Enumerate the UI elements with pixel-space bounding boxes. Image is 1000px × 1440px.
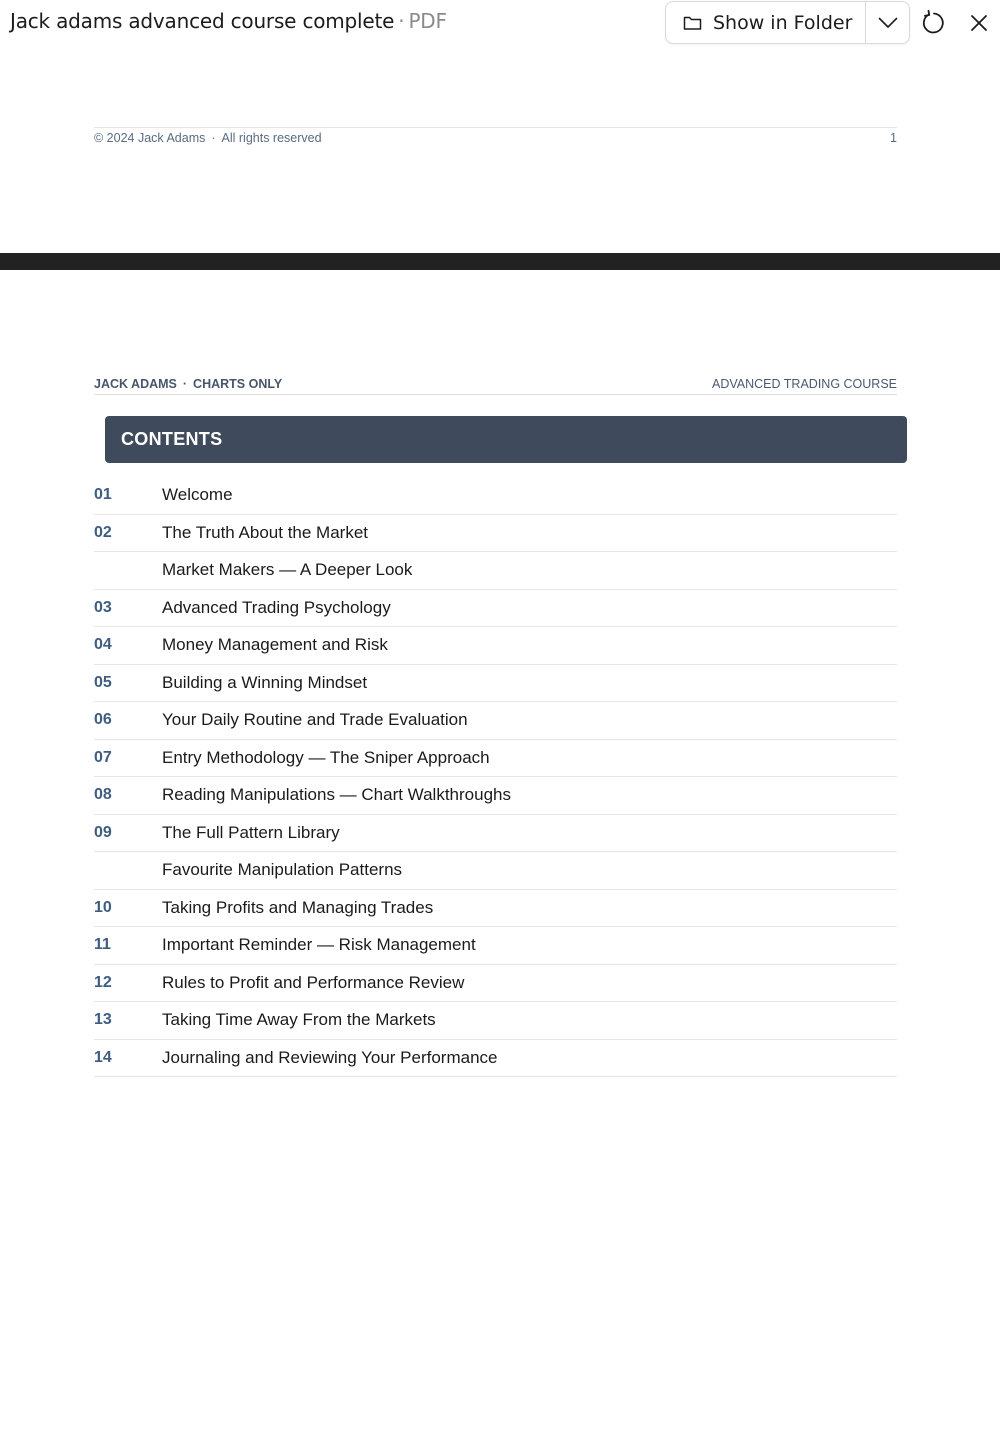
toc-title: The Truth About the Market <box>162 522 369 542</box>
rotate-button[interactable] <box>919 8 949 38</box>
toc-title: Your Daily Routine and Trade Evaluation <box>162 710 468 730</box>
header-author: JACK ADAMS <box>94 377 177 391</box>
header-left <box>94 377 282 391</box>
show-in-folder-dropdown[interactable] <box>865 2 909 43</box>
toc-title: Favourite Manipulation Patterns <box>162 860 403 880</box>
toc-row[interactable] <box>94 627 897 665</box>
folder-icon <box>683 15 702 31</box>
toc-number: 01 <box>94 486 112 504</box>
toc-row[interactable] <box>94 590 897 628</box>
footer-copyright-text: © 2024 Jack Adams <box>94 131 206 145</box>
toc-row[interactable] <box>94 515 897 553</box>
page-2-header <box>94 377 897 395</box>
toc-title: Building a Winning Mindset <box>162 672 368 692</box>
toc-number: 12 <box>94 973 112 991</box>
toc-title: Money Management and Risk <box>162 635 388 655</box>
toc-title: Advanced Trading Psychology <box>162 597 391 617</box>
show-in-folder-button[interactable] <box>666 2 865 43</box>
toc-number: 14 <box>94 1048 112 1066</box>
toc-row[interactable] <box>94 702 897 740</box>
toc-title: Taking Time Away From the Markets <box>162 1010 436 1030</box>
toc-row[interactable] <box>94 665 897 703</box>
header-separator: · <box>182 377 188 391</box>
toc-number: 06 <box>94 711 112 729</box>
contents-title: CONTENTS <box>121 429 223 449</box>
toc-title: The Full Pattern Library <box>162 822 340 842</box>
toc-row[interactable] <box>94 852 897 890</box>
toc-title: Welcome <box>162 485 233 505</box>
toc-title: Entry Methodology — The Sniper Approach <box>162 747 490 767</box>
toc-title: Important Reminder — Risk Management <box>162 935 476 955</box>
header-tag: CHARTS ONLY <box>193 377 283 391</box>
toc-row[interactable] <box>94 740 897 778</box>
document-type: PDF <box>408 9 447 33</box>
toc-number: 09 <box>94 823 112 841</box>
document-title <box>10 9 447 33</box>
rotate-icon <box>921 10 947 36</box>
footer-separator: · <box>211 131 216 145</box>
toc-number: 04 <box>94 636 112 654</box>
toc-row[interactable] <box>94 552 897 590</box>
toc-row[interactable] <box>94 890 897 928</box>
footer-copyright <box>94 131 322 145</box>
toc-number: 13 <box>94 1011 112 1029</box>
toc-row[interactable] <box>94 777 897 815</box>
toc-row[interactable] <box>94 965 897 1003</box>
header-course-name: ADVANCED TRADING COURSE <box>712 377 897 391</box>
toc-number: 11 <box>94 936 111 954</box>
toc-row[interactable] <box>94 477 897 515</box>
chevron-down-icon <box>878 17 898 29</box>
toc-row[interactable] <box>94 927 897 965</box>
toc-title: Market Makers — A Deeper Look <box>162 560 413 580</box>
page-number: 1 <box>890 131 897 145</box>
page-separator <box>0 253 1000 270</box>
table-of-contents <box>94 477 897 1077</box>
toc-title: Rules to Profit and Performance Review <box>162 972 465 992</box>
footer-rights: All rights reserved <box>221 131 322 145</box>
contents-banner <box>105 416 907 463</box>
toc-number: 10 <box>94 898 112 916</box>
title-separator: · <box>398 9 405 33</box>
toc-row[interactable] <box>94 1002 897 1040</box>
toc-row[interactable] <box>94 1040 897 1078</box>
toc-title: Taking Profits and Managing Trades <box>162 897 434 917</box>
toc-title: Journaling and Reviewing Your Performance <box>162 1047 498 1067</box>
show-in-folder-label: Show in Folder <box>713 11 853 34</box>
toc-row[interactable] <box>94 815 897 853</box>
show-in-folder-group <box>665 1 910 44</box>
viewer-toolbar <box>0 0 1000 46</box>
page-1-footer <box>94 127 897 145</box>
toc-number: 05 <box>94 673 112 691</box>
toc-number: 03 <box>94 598 112 616</box>
document-name: Jack adams advanced course complete <box>10 9 395 33</box>
close-icon <box>970 14 988 32</box>
toc-number: 07 <box>94 748 112 766</box>
toc-number: 02 <box>94 523 112 541</box>
toc-title: Reading Manipulations — Chart Walkthroughs <box>162 785 511 805</box>
toc-number: 08 <box>94 786 112 804</box>
close-button[interactable] <box>964 8 994 38</box>
